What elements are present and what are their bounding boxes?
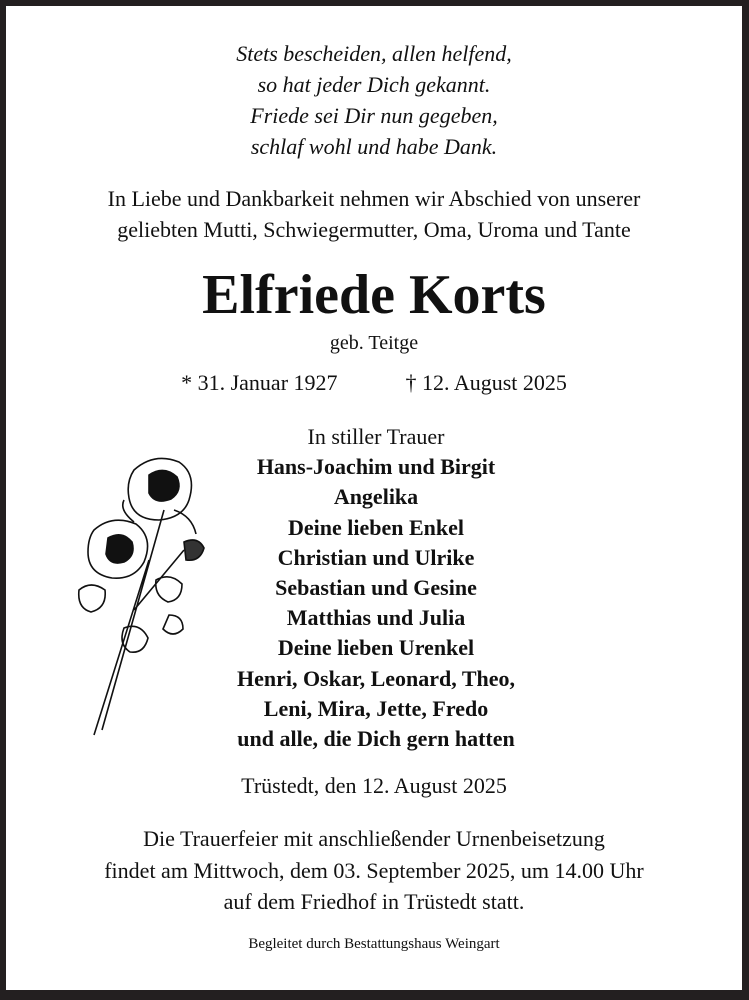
mourner-line: Angelika <box>333 484 419 510</box>
verse-line: schlaf wohl und habe Dank. <box>250 134 498 159</box>
verse-line: Stets bescheiden, allen helfend, <box>236 41 512 66</box>
maiden-name: geb. Teitge <box>329 332 419 354</box>
ceremony-line: findet am Mittwoch, dem 03. September 2025, um 14.00 Uhr <box>104 857 644 883</box>
life-dates <box>6 368 742 398</box>
ceremony-line: auf dem Friedhof in Trüstedt statt. <box>223 889 525 914</box>
intro-line: geliebten Mutti, Schwiegermutter, Oma, Uroma und Tante <box>117 217 631 242</box>
funeral-home-credit: Begleitet durch Bestattungshaus Weingart <box>248 936 500 952</box>
deceased-name: Elfriede Korts <box>202 264 546 326</box>
intro-line: In Liebe und Dankbarkeit nehmen wir Abschied von unserer <box>107 186 641 211</box>
ceremony-line: Die Trauerfeier mit anschließender Urnenbeisetzung <box>143 826 605 851</box>
place-date: Trüstedt, den 12. August 2025 <box>241 773 507 798</box>
mourners-heading: In stiller Trauer <box>307 424 445 449</box>
verse-line: so hat jeder Dich gekannt. <box>257 72 491 97</box>
obituary-notice <box>6 6 742 990</box>
mourner-line: Christian und Ulrike <box>277 544 475 570</box>
mourner-line: Matthias und Julia <box>286 605 466 631</box>
birth-date: * 31. Januar 1927 <box>181 370 338 395</box>
verse <box>6 38 742 162</box>
mourner-line: Leni, Mira, Jette, Fredo <box>263 695 489 721</box>
mourners <box>8 422 744 754</box>
mourner-line: und alle, die Dich gern hatten <box>237 726 515 752</box>
ceremony-info <box>6 823 742 918</box>
death-date: † 12. August 2025 <box>405 370 567 395</box>
mourner-line: Sebastian und Gesine <box>275 575 477 601</box>
mourner-line: Deine lieben Urenkel <box>277 635 475 661</box>
mourner-line: Hans-Joachim und Birgit <box>256 454 496 480</box>
intro <box>6 183 742 245</box>
mourner-line: Henri, Oskar, Leonard, Theo, <box>236 665 516 691</box>
mourner-line: Deine lieben Enkel <box>287 514 464 540</box>
verse-line: Friede sei Dir nun gegeben, <box>250 103 498 128</box>
